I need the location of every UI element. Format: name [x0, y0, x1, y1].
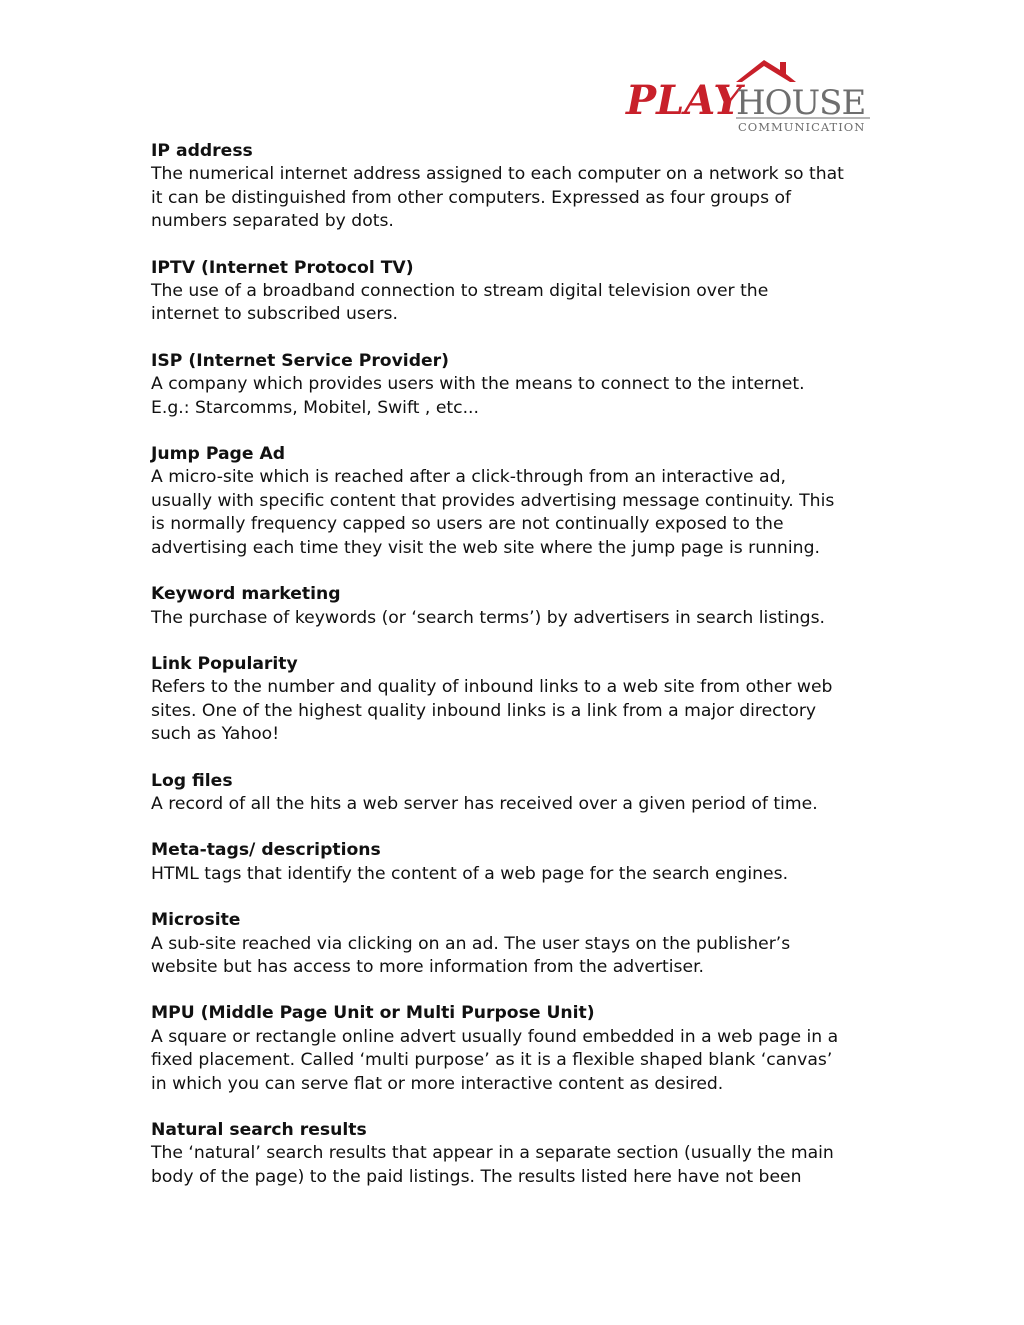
logo-brand-left: PLAY [626, 77, 742, 124]
entry-definition-line: such as Yahoo! [151, 724, 280, 745]
glossary-content [151, 140, 891, 1212]
glossary-entry [151, 839, 891, 886]
entry-definition-line: advertising each time they visit the web site where the jump page is running. [151, 537, 820, 558]
glossary-entry [151, 770, 891, 817]
entry-definition-line: A micro-site which is reached after a click-through from an interactive ad, [151, 467, 786, 488]
entry-term: ISP (Internet Service Provider) [151, 350, 449, 371]
glossary-entry [151, 653, 891, 747]
entry-definition-line: The purchase of keywords (or ‘search terms’) by advertisers in search listings. [151, 607, 826, 628]
house-roof-icon [736, 60, 796, 82]
entry-definition-line: The ‘natural’ search results that appear in a separate section (usually the main [151, 1143, 834, 1164]
entry-definition-line: A sub-site reached via clicking on an ad. The user stays on the publisher’s [151, 933, 791, 954]
entry-definition-line: The numerical internet address assigned to each computer on a network so that [151, 164, 844, 185]
entry-definition-line: Refers to the number and quality of inbound links to a web site from other web [151, 677, 833, 698]
entry-definition-line: A square or rectangle online advert usually found embedded in a web page in a [151, 1026, 839, 1047]
glossary-entry [151, 350, 891, 420]
entry-definition-line: E.g.: Starcomms, Mobitel, Swift , etc... [151, 397, 479, 418]
entry-definition-line: body of the page) to the paid listings. The results listed here have not been [151, 1166, 802, 1187]
entry-definition-line: sites. One of the highest quality inbound links is a link from a major directory [151, 700, 817, 721]
entry-definition-line: website but has access to more information from the advertiser. [151, 956, 705, 977]
entry-definition-line: in which you can serve flat or more interactive content as desired. [151, 1073, 724, 1094]
entry-term: Keyword marketing [151, 584, 341, 605]
entry-definition-line: HTML tags that identify the content of a web page for the search engines. [151, 863, 789, 884]
entry-term: Link Popularity [151, 653, 298, 674]
entry-term: Natural search results [151, 1120, 367, 1140]
entry-term: Log files [151, 770, 233, 791]
glossary-entry [151, 1119, 891, 1189]
glossary-entry [151, 583, 891, 630]
playhouse-logo [624, 56, 874, 138]
entry-definition-line: numbers separated by dots. [151, 211, 394, 232]
entry-definition-line: is normally frequency capped so users are not continually exposed to the [151, 514, 784, 535]
logo-brand-right: HOUSE [736, 83, 866, 123]
entry-definition-line: fixed placement. Called ‘multi purpose’ as it is a flexible shaped blank ‘canvas’ [151, 1050, 833, 1071]
entry-term: Meta-tags/ descriptions [151, 840, 381, 861]
entry-definition-line: A record of all the hits a web server has received over a given period of time. [151, 793, 818, 814]
entry-term: MPU (Middle Page Unit or Multi Purpose Unit) [151, 1003, 595, 1024]
entry-definition-line: internet to subscribed users. [151, 304, 398, 325]
entry-term: Jump Page Ad [151, 444, 286, 465]
entry-definition-line: The use of a broadband connection to stream digital television over the [151, 281, 769, 302]
glossary-entry [151, 257, 891, 327]
entry-term: IP address [151, 141, 253, 161]
entry-definition-line: it can be distinguished from other computers. Expressed as four groups of [151, 187, 792, 208]
glossary-entry [151, 909, 891, 979]
entry-term: IPTV (Internet Protocol TV) [151, 257, 414, 278]
entry-definition-line: usually with specific content that provides advertising message continuity. This [151, 490, 835, 511]
glossary-entry [151, 443, 891, 560]
glossary-entry [151, 1002, 891, 1096]
logo-tagline: COMMUNICATION [738, 120, 866, 134]
entry-term: Microsite [151, 910, 241, 931]
glossary-entry [151, 140, 891, 234]
playhouse-logo-graphic [624, 56, 874, 138]
entry-definition-line: A company which provides users with the means to connect to the internet. [151, 374, 805, 395]
